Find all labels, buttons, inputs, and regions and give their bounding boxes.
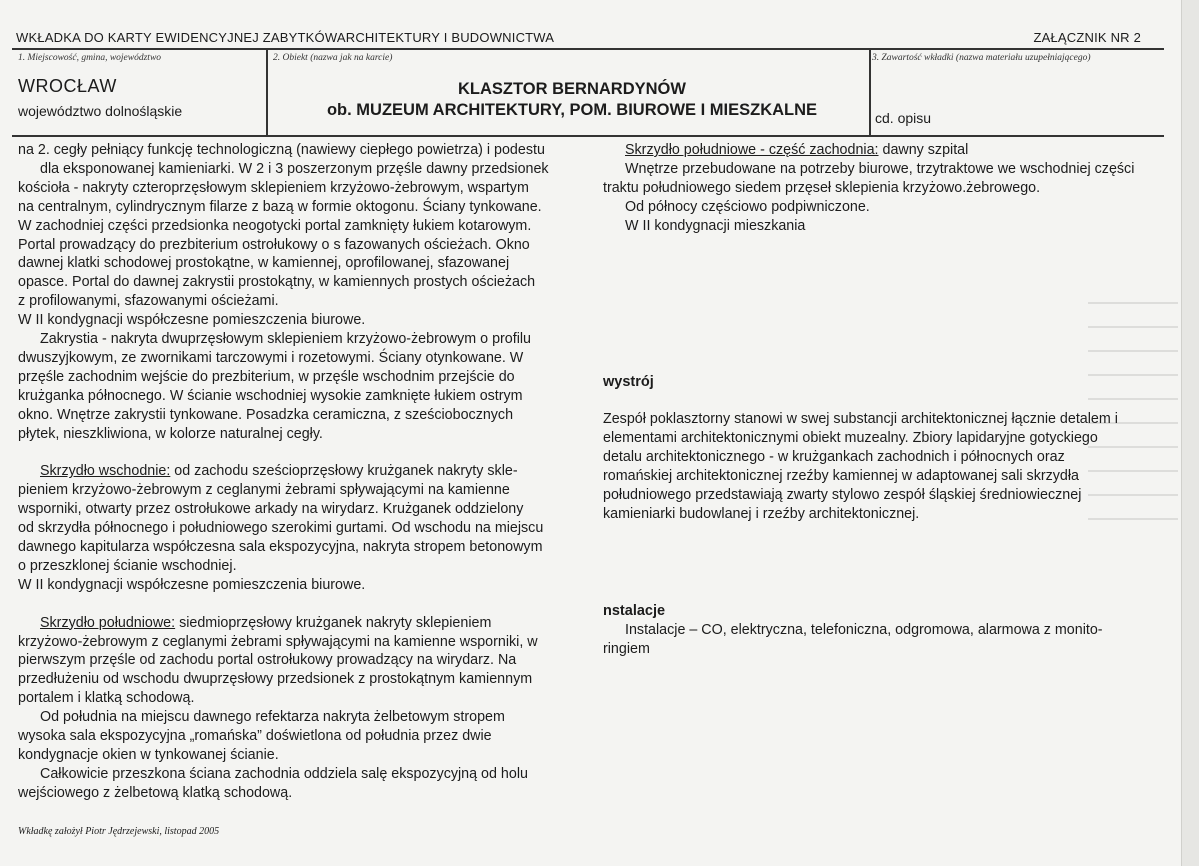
- east-wing-heading-line: [18, 462, 584, 481]
- scan-edge: [1181, 0, 1199, 866]
- object-name: [272, 79, 872, 121]
- text-line: Wnętrze przebudowane na potrzeby biurowe, trzytraktowe we wschodniej części: [625, 160, 1135, 177]
- text-line: Zespół poklasztorny stanowi w swej substancji architektonicznej łącznie detalem i: [603, 411, 1118, 427]
- text-line: W II kondygnacji mieszkania: [625, 217, 806, 234]
- text-line: dawny szpital: [878, 142, 969, 158]
- text-line: dwuszyjkowym, ze zwornikami tarczowymi i rozetowymi. Ściany otynkowane. W: [18, 349, 524, 366]
- wystroj-body: [603, 410, 1166, 523]
- text-line: detalu architektonicznego - w krużgankach zachodnich i północnych oraz: [603, 448, 1065, 465]
- author-footer: Wkładkę założył Piotr Jędrzejewski, listopad 2005: [18, 826, 220, 837]
- divider-1: [266, 49, 268, 136]
- text-line: opasce. Portal do dawnej zakrystii prostokątny, w kamiennych prostych ościeżach: [18, 274, 536, 291]
- text-line: traktu południowego siedem przęseł sklepienia krzyżowo.żebrowego.: [603, 179, 1041, 196]
- text-line: portalem i klatką schodową.: [18, 690, 195, 707]
- text-line: przedłużeniu od wschodu dwuprzęsłowy przedsionek z prostokątnym kamiennym: [18, 671, 533, 688]
- header-bottom-rule: [12, 135, 1164, 137]
- text-line: kondygnacje okien w tynkowanej ścianie.: [18, 746, 279, 763]
- field-3-label: 3. Zawartość wkładki (nazwa materiału uzupełniającego): [872, 53, 1091, 63]
- text-line: o przeszklonej ścianie wschodniej.: [18, 557, 237, 574]
- text-line: pieniem krzyżowo-żebrowym z ceglanymi żebrami spływającymi na kamienne: [18, 482, 510, 499]
- right-column: [603, 141, 1166, 236]
- scan-bleed-marks: [1088, 280, 1178, 780]
- text-line: płytek, nieszkliwiona, w kolorze naturalnej cegły.: [18, 425, 323, 442]
- instalacje-section: [603, 602, 1166, 659]
- text-line: dawnego kapitularza współczesna sala ekspozycyjna, nakryta stropem betonowym: [18, 539, 543, 556]
- text-line: na centralnym, cylindrycznym filarze z bazą w formie oktogonu. Ściany tynkowane.: [18, 198, 542, 215]
- field-2-label: 2. Obiekt (nazwa jak na karcie): [273, 53, 393, 63]
- object-line-2: ob. MUZEUM ARCHITEKTURY, POM. BIUROWE I MIESZKALNE: [326, 101, 818, 119]
- left-column: [18, 141, 584, 803]
- south-wing-title: Skrzydło południowe:: [40, 614, 176, 631]
- text-line: romańskiej architektonicznej rzeźby kamiennej w adaptowanej sali skrzydła: [603, 467, 1079, 484]
- wystroj-section: [603, 373, 1166, 392]
- text-line: dawnej klatki schodowej prostokątne, w kamiennej, oprofilowanej, sfazowanej: [18, 255, 510, 272]
- insert-content: cd. opisu: [875, 110, 932, 126]
- text-line: kościoła - nakryty czteroprzęsłowym sklepieniem krzyżowo-żebrowym, wspartym: [18, 179, 529, 196]
- form-title: WKŁADKA DO KARTY EWIDENCYJNEJ ZABYTKÓWARCHITEKTURY I BUDOWNICTWA: [16, 30, 555, 45]
- text-line: na 2. cegły pełniący funkcję technologiczną (nawiewy ciepłego powietrza) i podestu: [18, 142, 545, 158]
- object-line-1: KLASZTOR BERNARDYNÓW: [458, 80, 686, 98]
- wystroj-title: wystrój: [603, 374, 654, 390]
- text-line: Od południa na miejscu dawnego refektarza nakryta żelbetowym stropem: [40, 709, 505, 726]
- text-line: Portal prowadzący do prezbiterium ostrołukowy o s fazowanych ościeżach. Okno: [18, 236, 530, 253]
- east-wing-title: Skrzydło wschodnie:: [40, 463, 171, 480]
- text-line: z profilowanymi, sfazowanymi ościeżami.: [18, 293, 279, 310]
- southwest-heading-line: [603, 141, 1166, 160]
- text-line: W zachodniej części przedsionka neogotycki portal zamknięty łukiem kotarowym.: [18, 217, 532, 234]
- text-line: elementami architektonicznymi obiekt muzealny. Zbiory lapidaryjne gotyckiego: [603, 429, 1098, 446]
- text-line: Od północy częściowo podpiwniczone.: [625, 198, 870, 215]
- text-line: od skrzydła północnego i południowego szerokimi gurtami. Od wschodu na miejscu: [18, 520, 544, 537]
- text-line: siedmioprzęsłowy krużganek nakryty sklepieniem: [175, 614, 492, 631]
- text-line: południowego przedstawiają zwarty stylowo zespół śląskiej średniowiecznej: [603, 486, 1082, 503]
- south-wing-heading-line: [18, 614, 584, 633]
- text-line: przęśle zachodnim wejście do prezbiterium, w przęśle wschodnim przejście do: [18, 368, 515, 385]
- form-header: [16, 30, 1151, 45]
- text-line: wsporniki, otwarty przez ostrołukowe arkady na wirydarz. Krużganek oddzielony: [18, 501, 524, 518]
- voivodeship: województwo dolnośląskie: [18, 103, 183, 119]
- southwest-title: Skrzydło południowe - część zachodnia:: [625, 142, 879, 158]
- text-line: okno. Wnętrze zakrystii tynkowane. Posadzka ceramiczna, z sześciobocznych: [18, 406, 514, 423]
- text-line: kamieniarki budowlanej i rzeźby architektonicznej.: [603, 505, 920, 522]
- text-line: Całkowicie przeszkona ściana zachodnia oddziela salę ekspozycyjną od holu: [40, 765, 528, 782]
- place-name: WROCŁAW: [18, 76, 117, 96]
- text-line: Instalacje – CO, elektryczna, telefoniczna, odgromowa, alarmowa z monito-: [625, 621, 1103, 638]
- text-line: pierwszym przęśle od zachodu portal ostrołukowy prowadzący na wirydarz. Na: [18, 652, 517, 669]
- text-line: W II kondygnacji współczesne pomieszczenia biurowe.: [18, 576, 366, 593]
- text-line: ringiem: [603, 640, 650, 657]
- text-line: dla eksponowanej kamieniarki. W 2 i 3 poszerzonym przęśle dawny przedsionek: [40, 160, 549, 177]
- text-line: W II kondygnacji współczesne pomieszczenia biurowe.: [18, 312, 366, 329]
- field-1-label: 1. Miejscowość, gmina, województwo: [18, 53, 162, 63]
- text-line: krużganka północnego. W ścianie wschodniej wysokie zamknięte łukiem ostrym: [18, 387, 523, 404]
- text-line: krzyżowo-żebrowym z ceglanymi żebrami spływającymi na kamienne wsporniki, w: [18, 633, 538, 650]
- top-rule: [12, 48, 1164, 50]
- text-line: od zachodu sześcioprzęsłowy krużganek nakryty skle-: [170, 463, 518, 480]
- attachment-number: ZAŁĄCZNIK NR 2: [1033, 30, 1141, 45]
- text-line: Zakrystia - nakryta dwuprzęsłowym sklepieniem krzyżowo-żebrowym o profilu: [40, 331, 532, 348]
- instalacje-title: nstalacje: [603, 603, 666, 619]
- text-line: wejściowego z żelbetową klatką schodową.: [18, 784, 293, 801]
- text-line: wysoka sala ekspozycyjna „romańska” doświetlona od południa przez dwie: [18, 728, 492, 745]
